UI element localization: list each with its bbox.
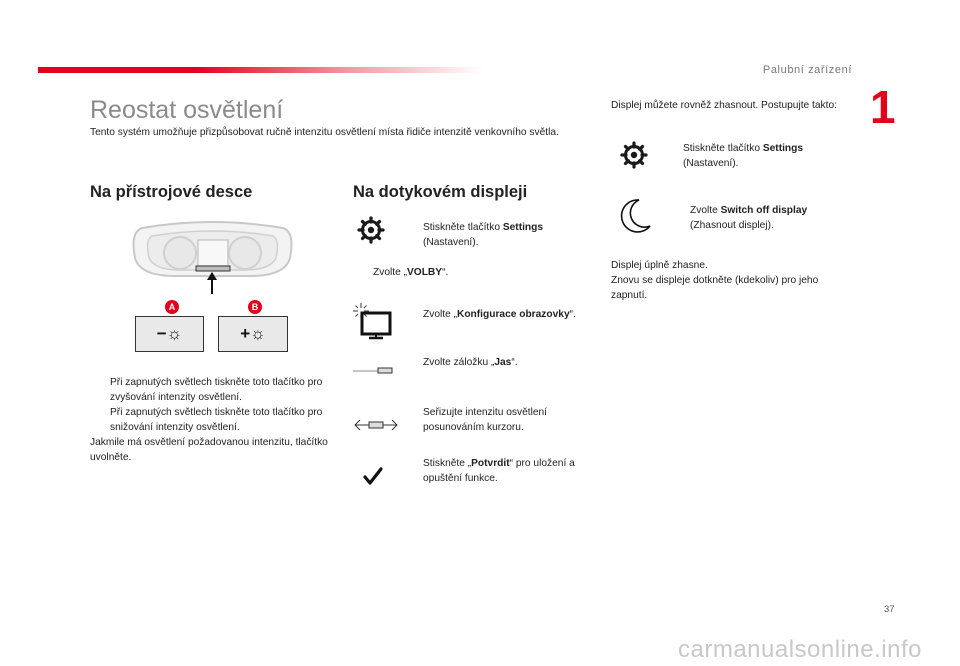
heading-touch-display: Na dotykovém displeji [353,183,528,201]
middle-step-6-bold: Potvrdit [471,458,510,469]
middle-step-1-pre: Stiskněte tlačítko [423,222,503,233]
header-accent-bar [38,67,483,73]
middle-step-6 [403,456,598,486]
dashboard-illustration [130,218,295,294]
checkmark-icon [363,466,383,486]
middle-step-2-pre: Zvolte „ [373,267,407,278]
badge-a: A [165,300,179,314]
middle-step-4 [403,355,583,370]
right-outro-2: Znovu se displeje dotkněte (kdekoliv) pro jeho zapnutí. [611,275,819,301]
section-label: Palubní zařízení [762,64,852,76]
middle-step-6-pre: Stiskněte „ [423,458,472,469]
middle-step-5 [403,405,583,435]
gear-icon [357,216,385,244]
left-bullet-1 [90,375,340,405]
gear-icon [620,141,648,169]
middle-step-4-bold: Jas [494,357,512,368]
dimmer-decrease-label: −☼ [156,324,183,343]
right-step-2-bold: Switch off display [720,205,808,216]
middle-step-1-post: (Nastavení). [423,237,479,248]
middle-step-2-bold: VOLBY [406,267,443,278]
middle-step-3-bold: Konfigurace obrazovky [456,309,570,320]
right-intro: Displej můžete rovněž zhasnout. Postupujte takto: [611,100,837,111]
watermark: carmanualsonline.info [678,636,922,663]
right-step-2-post: (Zhasnout displej). [690,220,774,231]
middle-step-1 [403,220,593,250]
middle-step-2-post: “. [442,267,449,278]
left-bullet-2 [90,405,340,435]
dimmer-increase-button[interactable] [218,316,288,352]
middle-step-3-pre: Zvolte „ [423,309,457,320]
right-step-2-pre: Zvolte [690,205,721,216]
middle-step-4-pre: Zvolte záložku „ [423,357,495,368]
middle-step-3-post: “. [569,309,576,320]
middle-step-2 [353,265,553,280]
right-step-1-post: (Nastavení). [683,158,739,169]
middle-step-4-post: “. [511,357,518,368]
right-outro-1: Displej úplně zhasne. [611,260,708,271]
middle-step-3 [403,307,583,322]
right-step-1-bold: Settings [762,143,804,154]
chapter-number: 1 [870,81,896,133]
page-title: Reostat osvětlení [90,96,284,124]
dimmer-increase-label: +☼ [240,324,266,343]
middle-step-6-post: “ pro uložení a opuštění funkce. [423,458,575,484]
left-bullet-2-text: Při zapnutých světlech tiskněte toto tlačítko pro snižování intenzity osvětlení. [110,407,323,433]
heading-instrument-panel: Na přístrojové desce [90,183,253,201]
intro-text: Tento systém umožňuje přizpůsobovat ručně intenzitu osvětlení místa řidiče intenzitě venkovního světla. [90,127,559,138]
middle-step-1-bold: Settings [502,222,544,233]
left-note: Jakmile má osvětlení požadovanou intenzitu, tlačítko uvolněte. [90,437,328,463]
moon-icon [619,198,653,234]
right-step-1-pre: Stiskněte tlačítko [683,143,763,154]
badge-b: B [248,300,262,314]
dimmer-decrease-button[interactable] [135,316,204,352]
left-bullet-1-text: Při zapnutých světlech tiskněte toto tlačítko pro zvyšování intenzity osvětlení. [110,377,323,403]
middle-step-5-text: Seřizujte intenzitu osvětlení posunováním kurzoru. [423,407,548,433]
slider-tab-icon [352,365,394,375]
right-step-2 [670,203,850,233]
monitor-icon [352,302,392,340]
slider-arrows-icon [353,418,399,432]
right-step-1 [663,141,853,171]
page-number: 37 [884,604,895,615]
